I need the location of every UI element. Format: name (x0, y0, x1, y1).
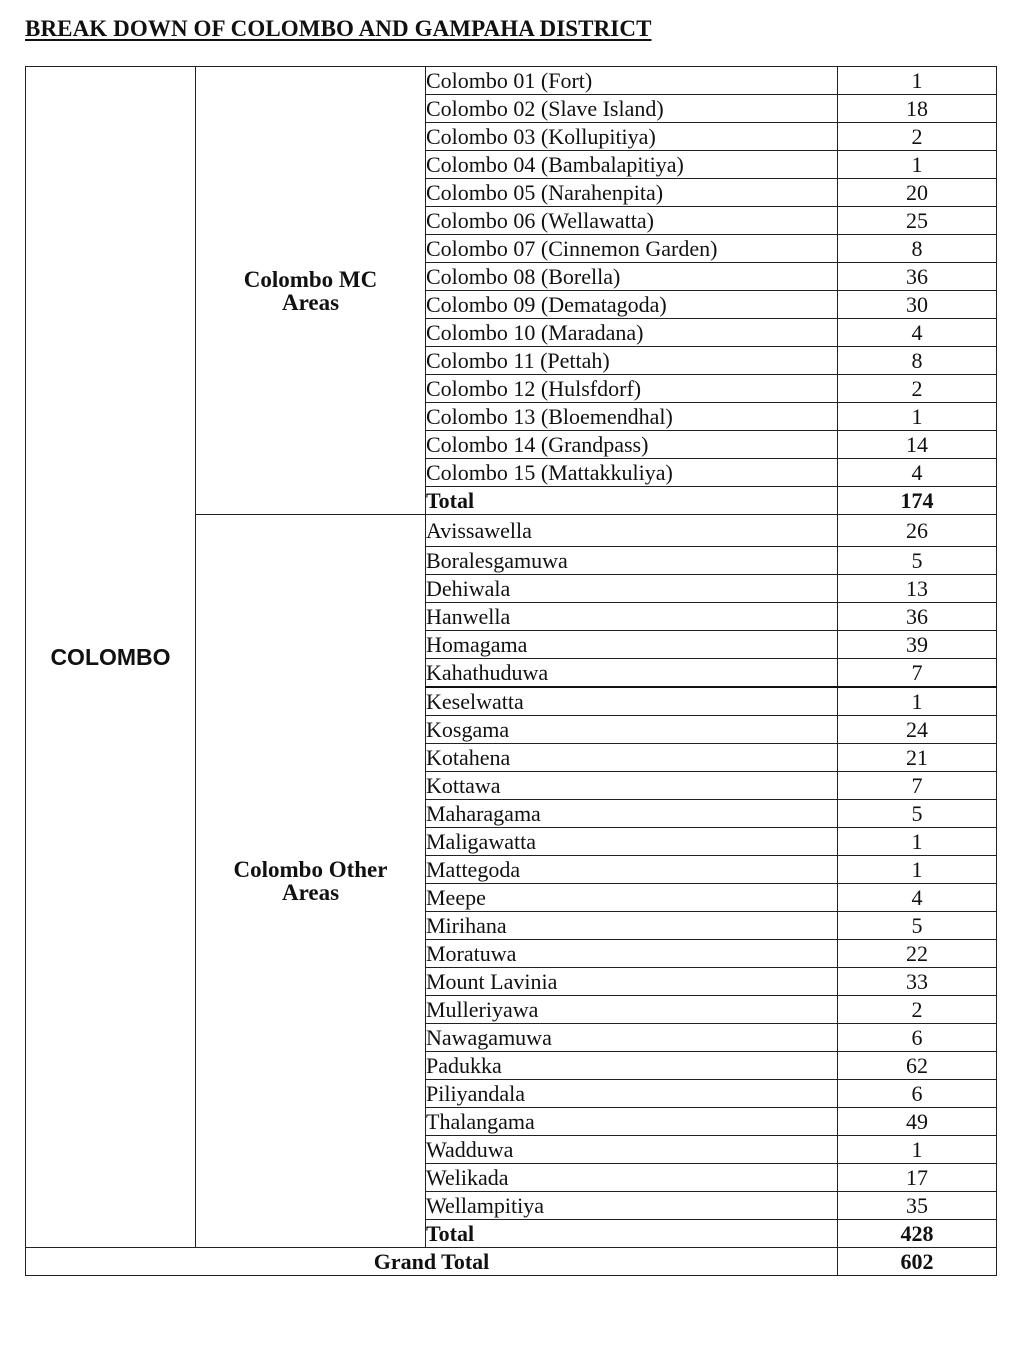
mc_group-group-label-line1: Colombo MC (243, 266, 378, 292)
area-name: Colombo 04 (Bambalapitiya) (426, 151, 838, 179)
breakdown-table (25, 66, 997, 1276)
area-name: Avissawella (426, 515, 838, 547)
area-count: 26 (838, 515, 997, 547)
mc_group-group-label-line2: Areas (281, 289, 340, 315)
area-count: 7 (838, 659, 997, 688)
area-name: Wadduwa (426, 1136, 838, 1164)
area-count: 14 (838, 431, 997, 459)
area-count: 39 (838, 631, 997, 659)
area-count: 8 (838, 347, 997, 375)
other-total-value: 428 (838, 1220, 997, 1248)
area-count: 17 (838, 1164, 997, 1192)
area-name: Maligawatta (426, 828, 838, 856)
document-title: BREAK DOWN OF COLOMBO AND GAMPAHA DISTRICT (25, 16, 652, 41)
area-name: Colombo 07 (Cinnemon Garden) (426, 235, 838, 263)
area-name: Kottawa (426, 772, 838, 800)
area-count: 35 (838, 1192, 997, 1220)
area-name: Mount Lavinia (426, 968, 838, 996)
area-count: 30 (838, 291, 997, 319)
area-name: Maharagama (426, 800, 838, 828)
area-name: Colombo 03 (Kollupitiya) (426, 123, 838, 151)
area-count: 36 (838, 603, 997, 631)
area-count: 5 (838, 547, 997, 575)
area-count: 2 (838, 375, 997, 403)
area-count: 2 (838, 123, 997, 151)
area-count: 8 (838, 235, 997, 263)
area-count: 18 (838, 95, 997, 123)
area-name: Padukka (426, 1052, 838, 1080)
area-count: 22 (838, 940, 997, 968)
area-name: Hanwella (426, 603, 838, 631)
area-count: 21 (838, 744, 997, 772)
table-body (26, 67, 997, 1276)
grand-total-row (26, 1248, 997, 1276)
other_group-group-label-line2: Areas (281, 880, 340, 905)
area-name: Colombo 10 (Maradana) (426, 319, 838, 347)
area-name: Piliyandala (426, 1080, 838, 1108)
grand-total-label: Grand Total (26, 1248, 838, 1276)
area-count: 2 (838, 996, 997, 1024)
area-name: Colombo 05 (Narahenpita) (426, 179, 838, 207)
area-name: Colombo 01 (Fort) (426, 67, 838, 95)
area-count: 4 (838, 884, 997, 912)
area-name: Nawagamuwa (426, 1024, 838, 1052)
mc-total-label: Total (426, 487, 838, 515)
area-name: Colombo 11 (Pettah) (426, 347, 838, 375)
grand-total-value: 602 (838, 1248, 997, 1276)
area-count: 5 (838, 800, 997, 828)
area-count: 6 (838, 1080, 997, 1108)
area-count: 1 (838, 151, 997, 179)
area-name: Meepe (426, 884, 838, 912)
area-name: Homagama (426, 631, 838, 659)
area-name: Colombo 09 (Dematagoda) (426, 291, 838, 319)
area-name: Colombo 15 (Mattakkuliya) (426, 459, 838, 487)
area-name: Moratuwa (426, 940, 838, 968)
district-label: COLOMBO (26, 67, 196, 1248)
mc-total-value: 174 (838, 487, 997, 515)
area-name: Welikada (426, 1164, 838, 1192)
area-name: Colombo 13 (Bloemendhal) (426, 403, 838, 431)
other_group-group-label-line1: Colombo Other (233, 857, 388, 882)
area-name: Colombo 06 (Wellawatta) (426, 207, 838, 235)
area-count: 49 (838, 1108, 997, 1136)
area-count: 25 (838, 207, 997, 235)
area-name: Mirihana (426, 912, 838, 940)
area-count: 24 (838, 716, 997, 744)
table-row (26, 67, 997, 95)
area-name: Mulleriyawa (426, 996, 838, 1024)
area-count: 1 (838, 828, 997, 856)
area-name: Colombo 02 (Slave Island) (426, 95, 838, 123)
area-name: Kotahena (426, 744, 838, 772)
area-count: 36 (838, 263, 997, 291)
area-name: Mattegoda (426, 856, 838, 884)
area-count: 1 (838, 67, 997, 95)
area-count: 1 (838, 403, 997, 431)
area-name: Colombo 14 (Grandpass) (426, 431, 838, 459)
area-count: 62 (838, 1052, 997, 1080)
area-name: Boralesgamuwa (426, 547, 838, 575)
area-name: Wellampitiya (426, 1192, 838, 1220)
area-name: Keselwatta (426, 687, 838, 716)
area-count: 6 (838, 1024, 997, 1052)
area-count: 4 (838, 319, 997, 347)
area-count: 7 (838, 772, 997, 800)
area-name: Colombo 12 (Hulsfdorf) (426, 375, 838, 403)
area-count: 1 (838, 1136, 997, 1164)
area-count: 4 (838, 459, 997, 487)
area-name: Kosgama (426, 716, 838, 744)
area-count: 5 (838, 912, 997, 940)
area-count: 1 (838, 856, 997, 884)
mc_group-group-label (196, 67, 426, 515)
other_group-group-label (196, 515, 426, 1248)
area-count: 1 (838, 687, 997, 716)
area-name: Colombo 08 (Borella) (426, 263, 838, 291)
area-count: 33 (838, 968, 997, 996)
area-count: 20 (838, 179, 997, 207)
other-total-label: Total (426, 1220, 838, 1248)
area-count: 13 (838, 575, 997, 603)
area-name: Dehiwala (426, 575, 838, 603)
area-name: Thalangama (426, 1108, 838, 1136)
area-name: Kahathuduwa (426, 659, 838, 688)
